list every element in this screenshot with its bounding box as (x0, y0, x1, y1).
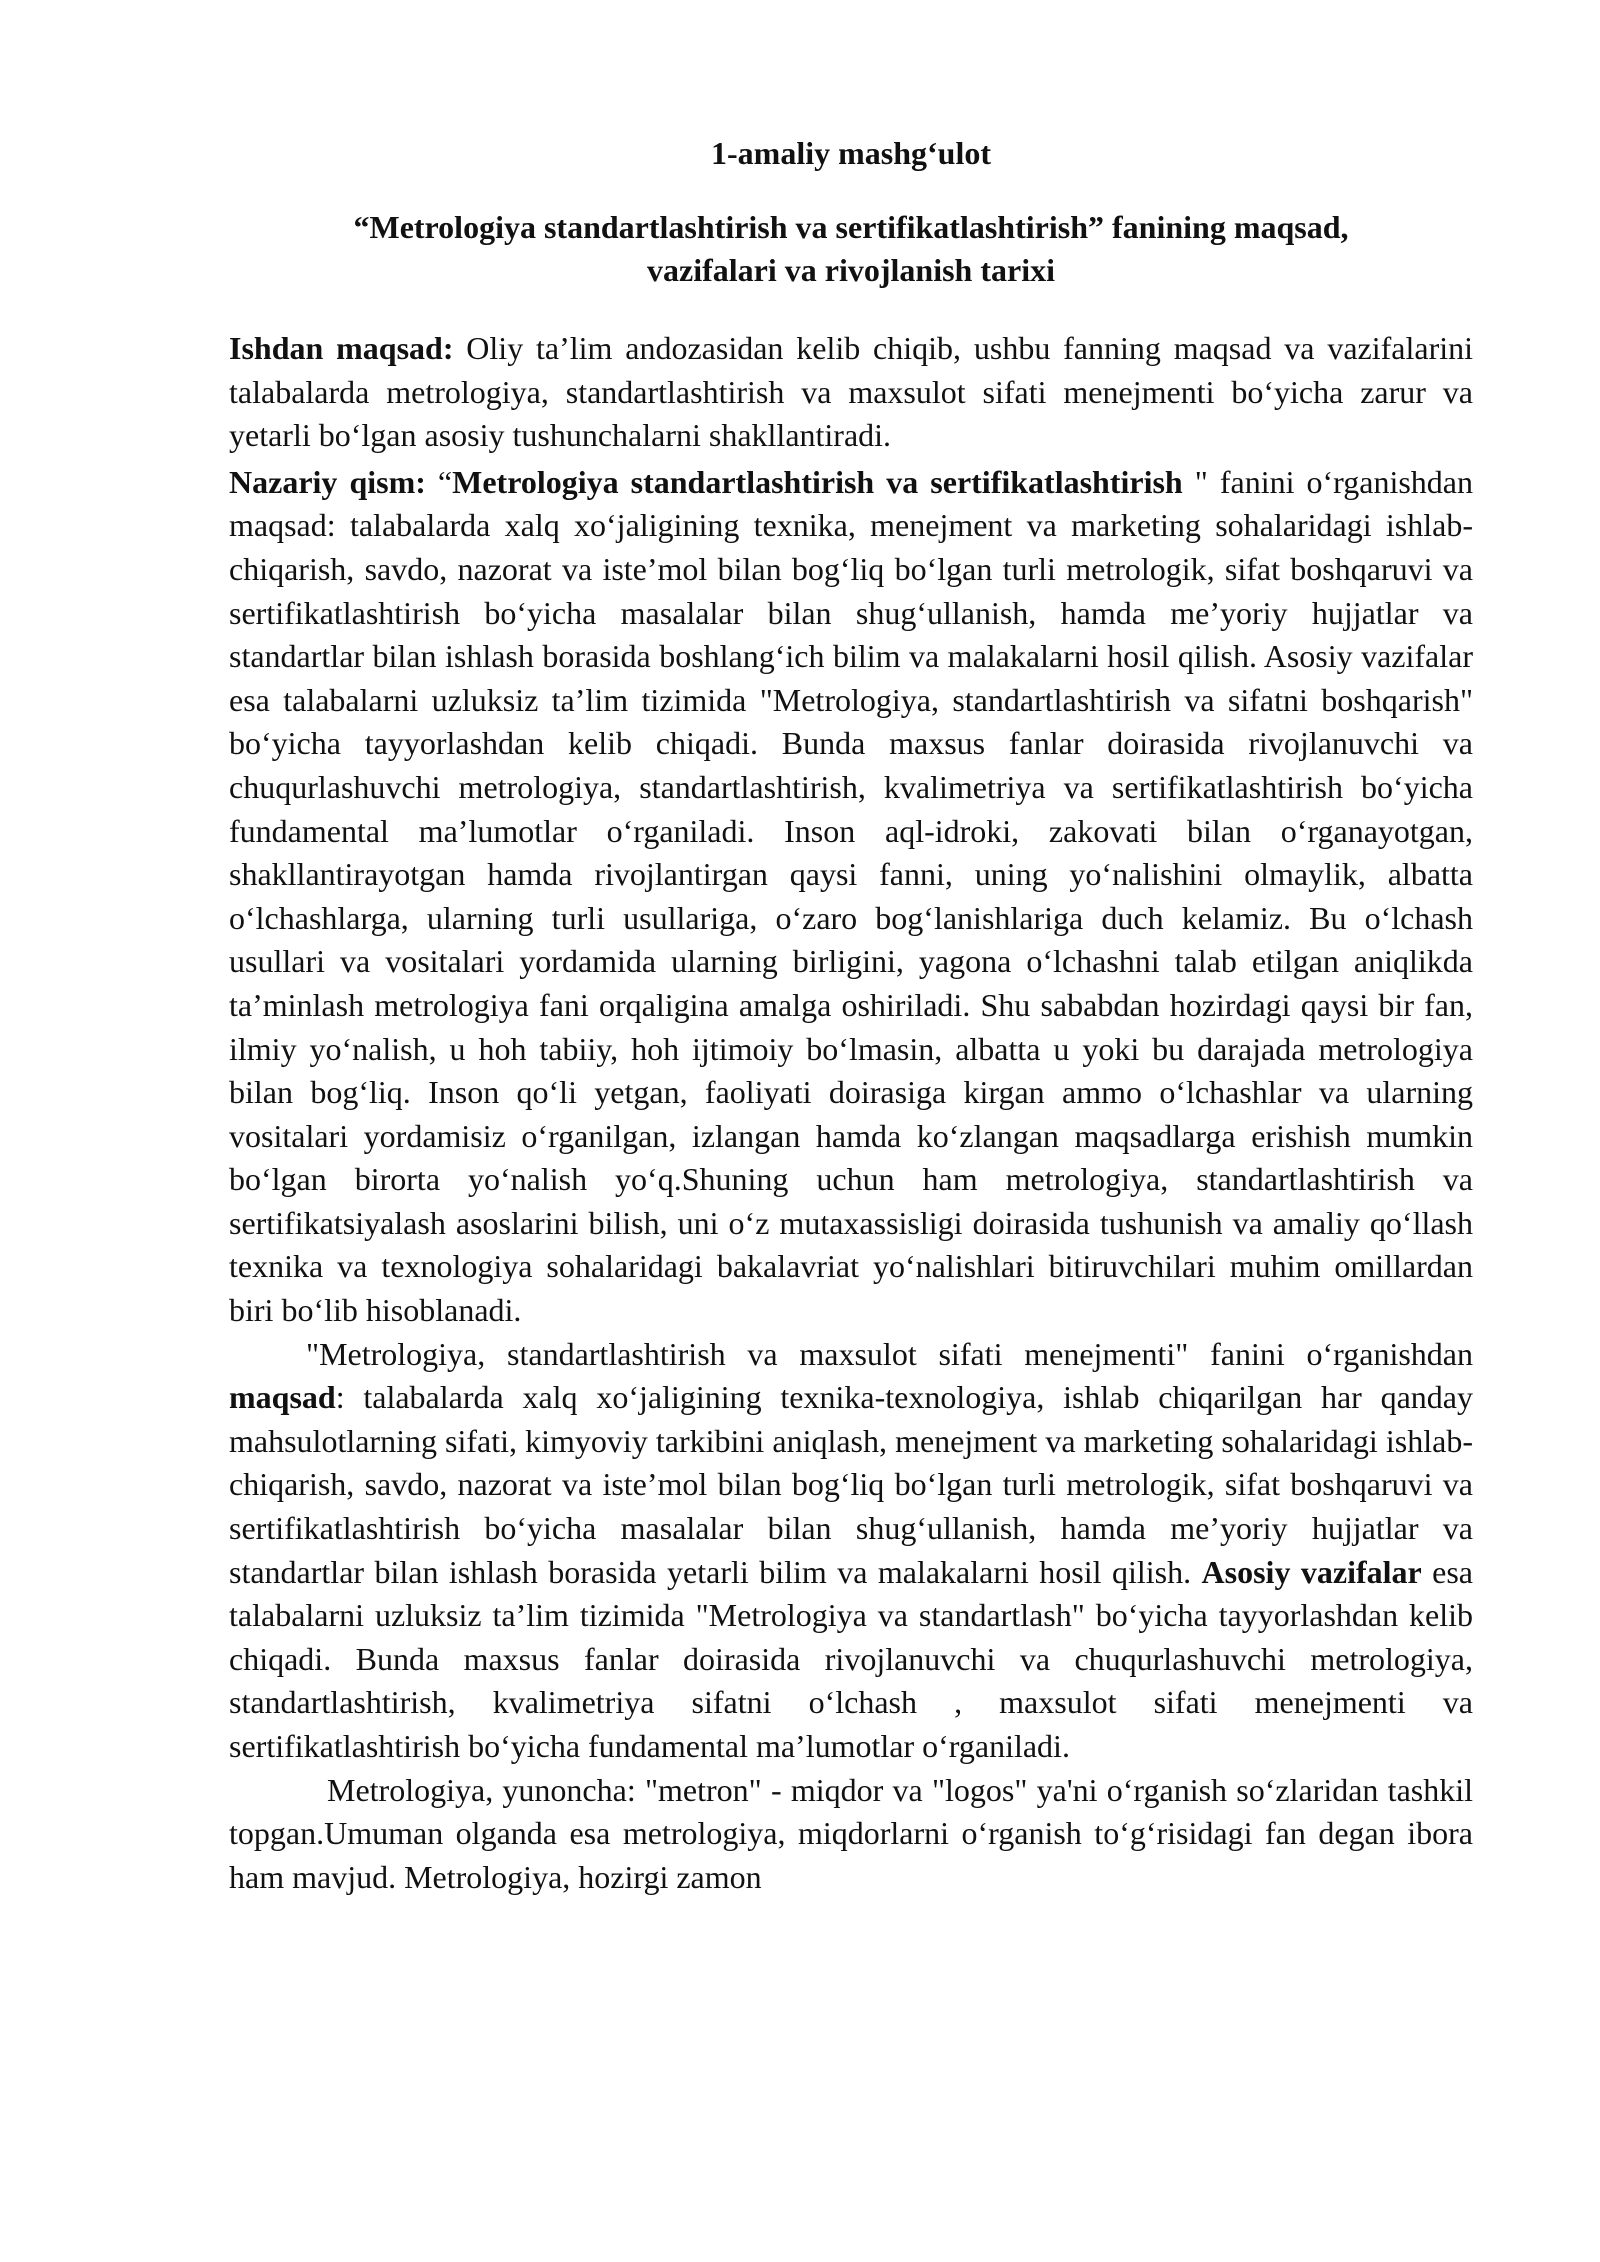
purpose-bold-tasks: Asosiy vazifalar (1201, 1553, 1422, 1590)
theory-subject-title: Metrologiya standartlashtirish va sertifikatlashtirish (452, 463, 1183, 500)
document-page (229, 120, 1473, 1899)
theory-text: " fanini o‘rganishdan maqsad: talabalarda xalq xo‘jaligining texnika, menejment va marketing sohalaridagi ishlab-chiqarish, savdo, nazorat va iste’mol bilan bog‘liq bo‘lgan turli metrologik, sifat boshqaruvi va sertifikatlashtirish bo‘yicha masalalar bilan shug‘ullanish, hamda me’yoriy hujjatlar va standartlar bilan ishlash borasida boshlang‘ich bilim va malakalarni hosil qilish. Asosiy vazifalar esa talabalarni uzluksiz ta’lim tizimida "Metrologiya, standartlashtirish va sifatni boshqarish" bo‘yicha tayyorlashdan kelib chiqadi. Bunda maxsus fanlar doirasida rivojlanuvchi va chuqurlashuvchi metrologiya, standartlashtirish, kvalimetriya va sertifikatlashtirish bo‘yicha fundamental ma’lumotlar o‘rganiladi. Inson aql-idroki, zakovati bilan o‘rganayotgan, shakllantirayotgan hamda rivojlantirgan qaysi fanni, uning yo‘nalishini olmaylik, albatta o‘lchashlarga, ularning turli usullariga, o‘zaro bog‘lanishlariga duch kelamiz. Bu o‘lchash usullari va vositalari yordamida ularning birligini, yagona o‘lchashni talab etilgan aniqlikda ta’minlash metrologiya fani orqaligina amalga oshiriladi. Shu sababdan hozirdagi qaysi bir fan, ilmiy yo‘nalish, u hoh tabiiy, hoh ijtimoiy bo‘lmasin, albatta u yoki bu darajada metrologiya bilan bog‘liq. Inson qo‘li yetgan, faoliyati doirasiga kirgan ammo o‘lchashlar va ularning vositalari yordamisiz o‘rganilgan, izlangan hamda ko‘zlangan maqsadlarga erishish mumkin bo‘lgan birorta yo‘nalish yo‘q.Shuning uchun ham metrologiya, standartlashtirish va sertifikatsiyalash asoslarini bilish, uni o‘z mutaxassisligi doirasida tushunish va amaliy qo‘llash texnika va texnologiya sohalaridagi bakalavriat yo‘nalishlari bitiruvchilari muhim omillardan biri bo‘lib hisoblanadi. (229, 463, 1473, 1329)
theory-label: Nazariy qism: (229, 463, 426, 500)
subtitle-line-2: vazifalari va rivojlanish tarixi (647, 252, 1055, 288)
page-title: 1-amaliy mashg‘ulot (711, 135, 991, 171)
subtitle-line-1: “Metrologiya standartlashtirish va sertifikatlashtirish” fanining maqsad, (353, 209, 1349, 245)
goal-text: Oliy ta’lim andozasidan kelib chiqib, ushbu fanning maqsad va vazifalarini talabalarda metrologiya, standartlashtirish va maxsulot sifati menejmenti bo‘yicha zarur va yetarli bo‘lgan asosiy tushunchalarni shakllantiradi. (229, 330, 1474, 454)
purpose-paragraph (229, 1333, 1473, 1769)
theory-paragraph (229, 461, 1473, 1333)
theory-quote-open: “ (425, 463, 453, 500)
goal-paragraph (229, 327, 1473, 458)
purpose-text-2: : talabalarda xalq xo‘jaligining texnika-texnologiya, ishlab chiqarilgan har qanday mahsulotlarning sifati, kimyoviy tarkibini aniqlash, menejment va marketing sohalaridagi ishlab-chiqarish, savdo, nazorat va iste’mol bilan bog‘liq bo‘lgan turli metrologik, sifat boshqaruvi va sertifikatlashtirish bo‘yicha masalalar bilan shug‘ullanish, hamda me’yoriy hujjatlar va standartlar bilan ishlash borasida yetarli bilim va malakalarni hosil qilish. (229, 1379, 1473, 1590)
purpose-text-3: esa talabalarni uzluksiz ta’lim tizimida "Metrologiya va standartlash" bo‘yicha tayyorlashdan kelib chiqadi. Bunda maxsus fanlar doirasida rivojlanuvchi va chuqurlashuvchi metrologiya, standartlashtirish, kvalimetriya sifatni o‘lchash , maxsulot sifati menejmenti va sertifikatlashtirish bo‘yicha fundamental ma’lumotlar o‘rganiladi. (229, 1553, 1474, 1764)
goal-label: Ishdan maqsad: (229, 330, 454, 366)
etymology-paragraph (229, 1769, 1473, 1900)
purpose-bold-maqsad: maqsad (229, 1379, 336, 1416)
etymology-text: Metrologiya, yunoncha: "metron" - miqdor va "logos" ya'ni o‘rganish so‘zlaridan tashkil topgan.Umuman olganda esa metrologiya, miqdorlarni o‘rganish to‘g‘risidagi fan degan ibora ham mavjud. Metrologiya, hozirgi zamon (229, 1771, 1473, 1895)
page-subtitle (229, 206, 1473, 292)
purpose-text-1: "Metrologiya, standartlashtirish va maxsulot sifati menejmenti" fanini o‘rganishdan (306, 1335, 1473, 1372)
